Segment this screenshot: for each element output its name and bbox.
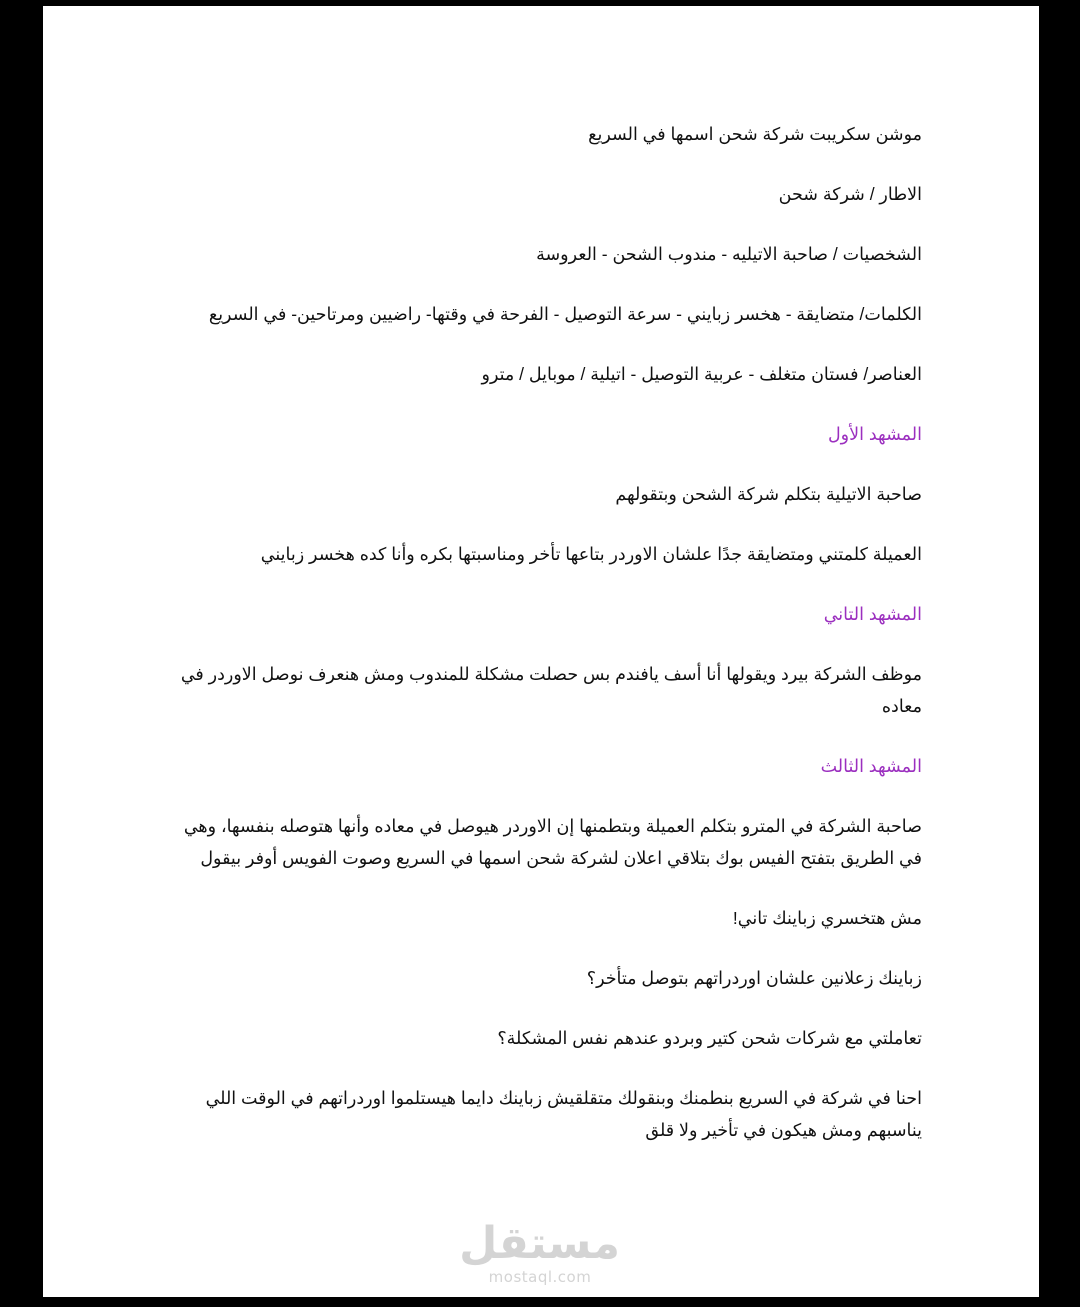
document-body bbox=[160, 118, 922, 1146]
keywords-line: الكلمات/ متضايقة - هخسر زبايني - سرعة التوصيل - الفرحة في وقتها- راضيين ومرتاحين- في السريع bbox=[208, 304, 922, 324]
mostaql-watermark bbox=[460, 1220, 620, 1286]
watermark-logo: مستقل bbox=[459, 1218, 620, 1269]
scene1-line-1: صاحبة الاتيلية بتكلم شركة الشحن وبتقولهم bbox=[615, 484, 922, 504]
watermark-url: mostaql.com bbox=[488, 1268, 592, 1286]
scene2-line-1: موظف الشركة بيرد ويقولها أنا أسف يافندم بس حصلت مشكلة للمندوب ومش هنعرف نوصل الاوردر في معاده bbox=[180, 664, 922, 716]
scene3-line-5: احنا في شركة في السريع بنطمنك وبنقولك متقلقيش زباينك دايما هيستلموا اوردراتهم في الوقت اللي يناسبهم ومش هيكون في تأخير ولا قلق bbox=[205, 1088, 922, 1140]
frame-line: الاطار / شركة شحن bbox=[778, 184, 922, 204]
scene2-heading: المشهد التاني bbox=[823, 604, 922, 624]
scene3-line-4: تعاملتي مع شركات شحن كتير وبردو عندهم نفس المشكلة؟ bbox=[497, 1028, 922, 1048]
scene3-line-1: صاحبة الشركة في المترو بتكلم العميلة وبتطمنها إن الاوردر هيوصل في معاده وأنها هتوصله بنفسها، وهي في الطريق بتفتح الفيس بوك بتلاقي اعلان لشركة شحن اسمها في السريع وصوت الفويس أوفر بيقول bbox=[183, 816, 922, 868]
scene3-line-3: زباينك زعلانين علشان اوردراتهم بتوصل متأخر؟ bbox=[586, 968, 922, 988]
characters-line: الشخصيات / صاحبة الاتيليه - مندوب الشحن - العروسة bbox=[536, 244, 922, 264]
scene3-heading: المشهد الثالث bbox=[820, 756, 922, 776]
document-title: موشن سكريبت شركة شحن اسمها في السريع bbox=[588, 124, 922, 144]
elements-line: العناصر/ فستان متغلف - عربية التوصيل - اتيلية / موبايل / مترو bbox=[481, 364, 922, 384]
scene1-heading: المشهد الأول bbox=[827, 424, 922, 444]
scene3-line-2: مش هتخسري زباينك تاني! bbox=[732, 908, 922, 928]
scene1-line-2: العميلة كلمتني ومتضايقة جدًا علشان الاوردر بتاعها تأخر ومناسبتها بكره وأنا كده هخسر زبايني bbox=[260, 544, 922, 564]
